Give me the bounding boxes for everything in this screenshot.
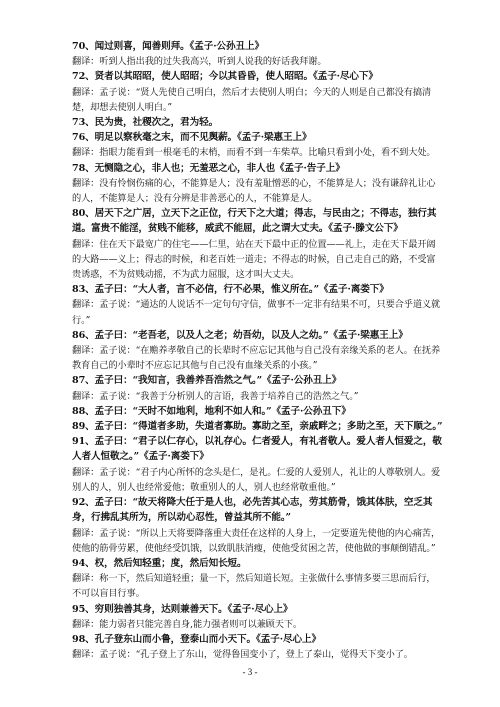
entry-92 xyxy=(72,495,444,556)
entry-88 xyxy=(72,404,444,419)
entry-heading: 80、居天下之广居，立天下之正位，行天下之大道；得志，与民由之；不得志，独行其道。富贵不能淫，贫贱不能移，威武不能屈，此之谓大丈夫。《孟子·滕文公下》 xyxy=(72,208,437,235)
entry-translation: 翻译：孟子说：“君子内心所怀的念头是仁，是礼。仁爱的人爱别人，礼让的人尊敬别人。爱别人的人，别人也经常爱他；敬重别人的人，别人也经常敬重他。” xyxy=(72,466,441,493)
entry-translation: 翻译：孟子说：“所以上天将要降落重大责任在这样的人身上，一定要道先使他的内心痛苦，使他的筋骨劳累，使他经受饥饿，以致肌肤消瘦，使他受贫困之苦，使他做的事颠倒错乱。” xyxy=(72,527,441,554)
entry-86 xyxy=(72,328,444,374)
entry-73 xyxy=(72,115,444,130)
page-number: - 3 - xyxy=(242,667,258,677)
entry-heading: 83、孟子曰：“大人者，言不必信，行不必果，惟义所在。”《孟子·离娄下》 xyxy=(72,284,389,296)
entry-70 xyxy=(72,39,444,69)
entry-83 xyxy=(72,282,444,328)
entry-78 xyxy=(72,161,444,207)
entry-heading: 89、孟子曰：“得道者多助，失道者寡助。寡助之至，亲戚畔之；多助之至，天下顺之。” xyxy=(72,421,443,433)
entry-translation: 翻译：孟子说：“在赡养孝敬自己的长辈时不应忘记其他与自己没有亲缘关系的老人。在抚养教育自己的小辈时不应忘记其他与自己没有血缘关系的小孩。” xyxy=(72,345,441,372)
entry-87 xyxy=(72,373,444,403)
entry-translation: 翻译：孟子说：“贤人先使自己明白，然后才去使别人明白；今天的人则是自己都没有搞清楚，却想去使别人明白。” xyxy=(72,86,432,113)
entry-translation: 翻译：称一下，然后知道轻重；量一下，然后知道长短。主张做什么事情多要三思而后行，不可以盲目行事。 xyxy=(72,573,436,600)
entry-72 xyxy=(72,69,444,115)
entry-translation: 翻译：能力弱者只能完善自身,能力强者则可以兼顾天下。 xyxy=(72,618,303,630)
entry-translation: 翻译：孟子说：“孔子登上了东山，觉得鲁国变小了，登上了泰山，觉得天下变小了。 xyxy=(72,649,413,661)
entry-91 xyxy=(72,434,444,495)
entry-heading: 73、民为贵，社稷次之，君为轻。 xyxy=(72,117,219,129)
entry-translation: 翻译：听到人指出我的过失我高兴，听到人说我的好话我拜谢。 xyxy=(72,56,327,68)
entry-heading: 86、孟子曰：“老吾老，以及人之老；幼吾幼，以及人之幼。”《孟子·梁惠王上》 xyxy=(72,329,408,341)
entry-translation: 翻译：孟子说：“通达的人说话不一定句句守信，做事不一定非有结果不可，只要合乎道义就行。” xyxy=(72,299,441,326)
entry-76 xyxy=(72,130,444,160)
entry-heading: 98、孔子登东山而小鲁，登泰山而小天下。《孟子·尽心上》 xyxy=(72,633,321,645)
entry-translation: 翻译：孟子说：“我善于分析别人的言语，我善于培养自己的浩然之气。” xyxy=(72,390,359,402)
entry-heading: 87、孟子曰：“我知言，我善养吾浩然之气。”《孟子·公孙丑上》 xyxy=(72,375,342,387)
entry-translation: 翻译：住在天下最宽广的住宅——仁里，站在天下最中正的位置——礼上，走在天下最开阔的大路——义上；得志的时候，和老百姓一道走；不得志的时候，自己走自己的路，不受富贵诱惑，不为贫贱动摇，不为武力屈服，这才叫大丈夫。 xyxy=(72,238,436,281)
entry-heading: 88、孟子曰：“天时不如地利，地利不如人和。”《孟子·公孙丑下》 xyxy=(72,405,351,417)
entry-heading: 78、无恻隐之心，非人也；无羞恶之心，非人也《孟子·告子上》 xyxy=(72,162,345,174)
entry-98 xyxy=(72,632,444,662)
entry-translation: 翻译：指眼力能看到一根毫毛的末梢，而看不到一车柴草。比喻只看到小处，看不到大处。 xyxy=(72,147,436,159)
entry-heading: 76、明足以察秋毫之末，而不见舆薪。《孟子·梁惠王上》 xyxy=(72,132,312,144)
entry-heading: 94、权，然后知轻重；度，然后知长短。 xyxy=(72,557,247,569)
document-content xyxy=(72,39,444,662)
entry-heading: 95、穷则独善其身，达则兼善天下。《孟子·尽心上》 xyxy=(72,603,293,615)
entry-89 xyxy=(72,419,444,434)
entry-95 xyxy=(72,602,444,632)
entry-80 xyxy=(72,206,444,282)
entry-translation: 翻译：没有怜悯伤痛的心，不能算是人；没有羞耻憎恶的心，不能算是人；没有谦辞礼让心的人，不能算是人；没有分辨是非善恶心的人，不能算是人。 xyxy=(72,177,436,205)
entry-heading: 70、闻过则喜，闻善则拜。《孟子·公孙丑上》 xyxy=(72,41,264,52)
entry-heading: 91、孟子曰：“君子以仁存心，以礼存心。仁者爱人，有礼者敬人。爱人者人恒爱之，敬人者人恒敬之。”《孟子·离娄下》 xyxy=(72,436,442,463)
entry-heading: 72、贤者以其昭昭，使人昭昭；今以其昏昏，使人昭昭。《孟子·尽心下》 xyxy=(72,71,378,83)
entry-heading: 92、孟子曰：“故天将降大任于是人也，必先苦其心志，劳其筋骨，饿其体肤，空乏其身，行拂乱其所为，所以动心忍性，曾益其所不能。” xyxy=(72,497,433,524)
entry-94 xyxy=(72,556,444,602)
